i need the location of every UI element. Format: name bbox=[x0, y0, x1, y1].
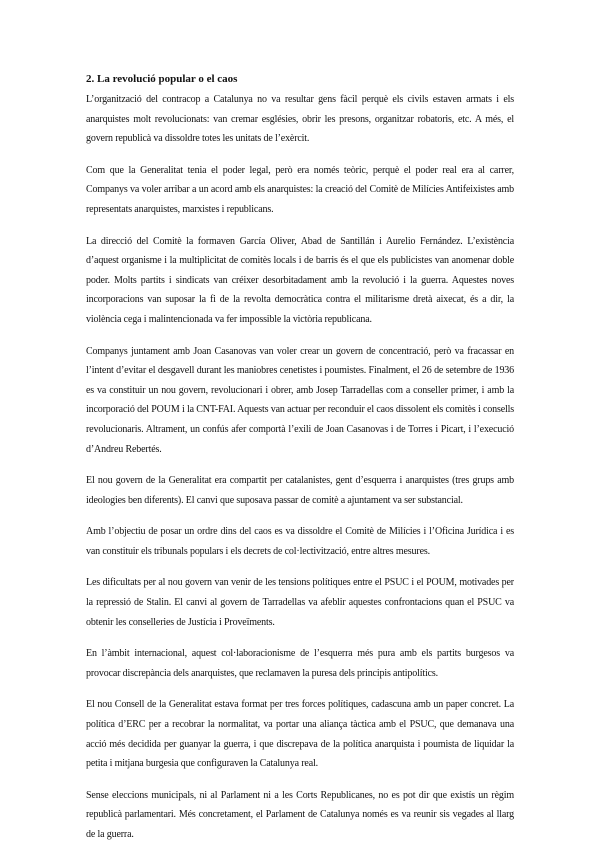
paragraph-5: El nou govern de la Generalitat era compartit per catalanistes, gent d’esquerra i anarquistes (tres grups amb ideologies ben diferents). El canvi que suposava passar de comitè a ajuntament va ser substancial. bbox=[86, 475, 514, 506]
section-heading: 2. La revolució popular o el caos bbox=[86, 73, 238, 85]
document-page bbox=[86, 70, 514, 857]
paragraph-4: Companys juntament amb Joan Casanovas van voler crear un govern de concentració, però va fracassar en l’intent d’evitar el desgavell durant les maniobres cenetistes i poumistes. Finalment, el 26 de setembre de 1936 es va constituir un nou govern, revolucionari i obrer, amb Josep Tarradellas com a conseller primer, i amb la incorporació del POUM i la CNT-FAI. Aquests van actuar per reconduir el caos dissolent els comitès i consells revolucionaris. Altrament, un confús afer comportà l’exili de Joan Casanovas i de Torres i Picart, i l’execució d’Andreu Rebertés. bbox=[86, 345, 514, 455]
paragraph-9: El nou Consell de la Generalitat estava format per tres forces polítiques, cadascuna amb un paper concret. La política d’ERC per a recobrar la normalitat, va portar una aliança tàctica amb el PSUC, que demanava una acció més decidida per guanyar la guerra, i que discrepava de la política anarquista i poumista de liquidar la petita i mitjana burgesia que configuraven la Catalunya real. bbox=[86, 699, 514, 770]
paragraph-8: En l’àmbit internacional, aquest col·laboracionisme de l’esquerra més pura amb els partits burgesos va provocar discrepància dels anarquistes, que reclamaven la puresa dels principis antipolítics. bbox=[86, 648, 514, 679]
paragraph-3: La direcció del Comitè la formaven García Oliver, Abad de Santillán i Aurelio Fernández. L’existència d’aquest organisme i la multiplicitat de comitès locals i de barris és el que els publicistes van anomenar doble poder. Molts partits i sindicats van créixer desorbitadament amb la revolució i la guerra. Aquestes noves incorporacions van suposar la fi de la revolta democràtica contra el militarisme dretà aixecat, és a dir, la violència cega i malintencionada va fer impossible la victòria republicana. bbox=[86, 235, 514, 325]
paragraph-10: Sense eleccions municipals, ni al Parlament ni a les Corts Republicanes, no es pot dir que existís un règim republicà parlamentari. Més concretament, el Parlament de Catalunya només es va reunir sis vegades al llarg de la guerra. bbox=[86, 789, 514, 840]
paragraph-2: Com que la Generalitat tenia el poder legal, però era només teòric, perquè el poder real era al carrer, Companys va voler arribar a un acord amb els anarquistes: la creació del Comitè de Milícies Antifeixistes amb representats anarquistes, marxistes i republicans. bbox=[86, 164, 514, 215]
paragraph-7: Les dificultats per al nou govern van venir de les tensions polítiques entre el PSUC i el POUM, motivades per la repressió de Stalin. El canvi al govern de Tarradellas va afeblir aquestes confrontacions quan el PSUC va obtenir les conselleries de Justícia i Proveïments. bbox=[86, 577, 514, 628]
paragraph-1: L’organització del contracop a Catalunya no va resultar gens fàcil perquè els civils estaven armats i els anarquistes molt revolucionats: van cremar esglésies, obrir les presons, organitzar robatoris, etc. A més, el govern republicà va dissoldre totes les unitats de l’exèrcit. bbox=[86, 94, 514, 145]
paragraph-6: Amb l’objectiu de posar un ordre dins del caos es va dissoldre el Comitè de Milícies i l’Oficina Jurídica i es van constituir els tribunals populars i els decrets de col·lectivització, entre altres mesures. bbox=[86, 526, 514, 557]
